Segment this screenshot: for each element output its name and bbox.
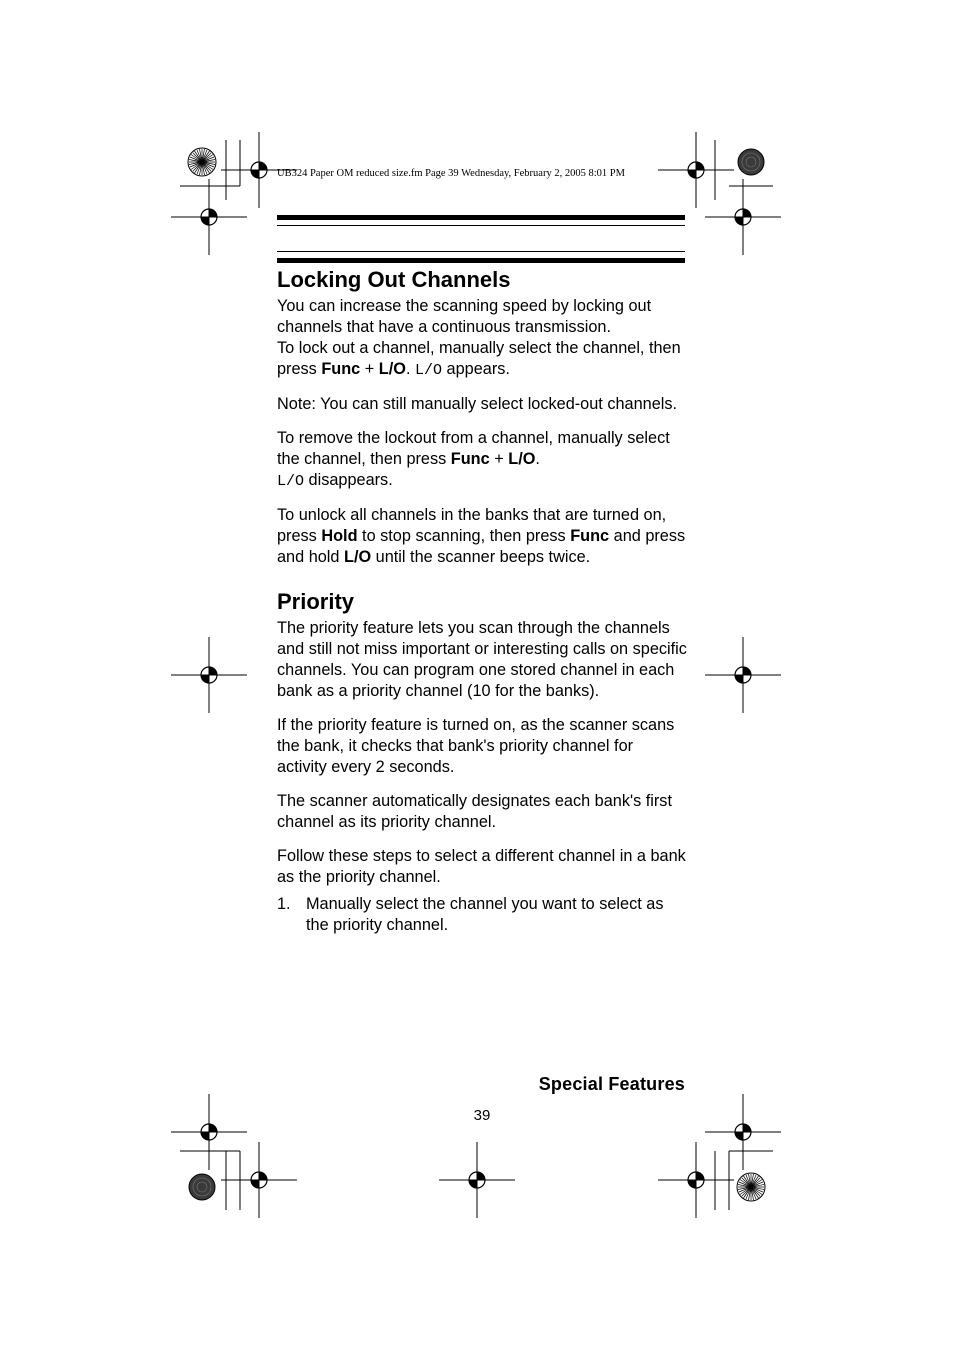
text: To lock out a channel, manually select the channel, then press [277,339,681,378]
text: and press and hold [277,527,686,566]
text: To remove the lockout from a channel, manually select the channel, then press [277,429,670,468]
text: . [535,450,540,468]
text: To unlock all channels in the banks that are turned on, press [277,506,667,545]
key-func: Func [450,450,490,468]
print-slug: UB324 Paper OM reduced size.fm Page 39 Wednesday, February 2, 2005 8:01 PM [277,168,625,179]
paragraph: If the priority feature is turned on, as the scanner scans the bank, it checks that bank's priority channel for activity every 2 seconds. [277,716,675,776]
section-name-footer: Special Features [538,1074,685,1094]
header-rule-top [277,215,685,220]
header-rule-thin [277,251,685,252]
key-func: Func [570,527,610,545]
text: disappears. [304,471,393,489]
paragraph: The scanner automatically designates each bank's first channel as its priority channel. [277,792,672,831]
paragraph: You can increase the scanning speed by locking out channels that have a continuous transmission. [277,297,652,336]
step-text: Manually select the channel you want to select as the priority channel. [306,895,664,934]
display-code: L/O [415,362,443,379]
list-item [277,894,687,936]
section-title-locking-out: Locking Out Channels [277,267,511,292]
text: + [360,360,379,378]
text: appears. [442,360,510,378]
step-number: 1. [277,895,291,913]
page-number: 39 [473,1107,491,1124]
paragraph: The priority feature lets you scan through the channels and still not miss important or interesting calls on specific channels. You can program one stored channel in each bank as a priority channel (10 for the banks). [277,619,687,700]
key-lo: L/O [378,360,406,378]
key-lo: L/O [508,450,536,468]
steps-list [277,894,687,936]
key-hold: Hold [321,527,358,545]
text: . [405,360,415,378]
text: to stop scanning, then press [357,527,571,545]
paragraph [277,505,687,568]
paragraph [277,428,687,492]
header-rule-hairline [277,225,685,226]
text: + [489,450,509,468]
paragraph [277,338,687,381]
display-code: L/O [277,473,305,490]
header-rule-bottom [277,258,685,263]
page-content [277,266,687,936]
key-lo: L/O [344,548,372,566]
text: until the scanner beeps twice. [371,548,591,566]
note: Note: You can still manually select locked-out channels. [277,395,678,413]
key-func: Func [321,360,361,378]
paragraph: Follow these steps to select a different channel in a bank as the priority channel. [277,847,686,886]
section-title-priority: Priority [277,589,355,614]
